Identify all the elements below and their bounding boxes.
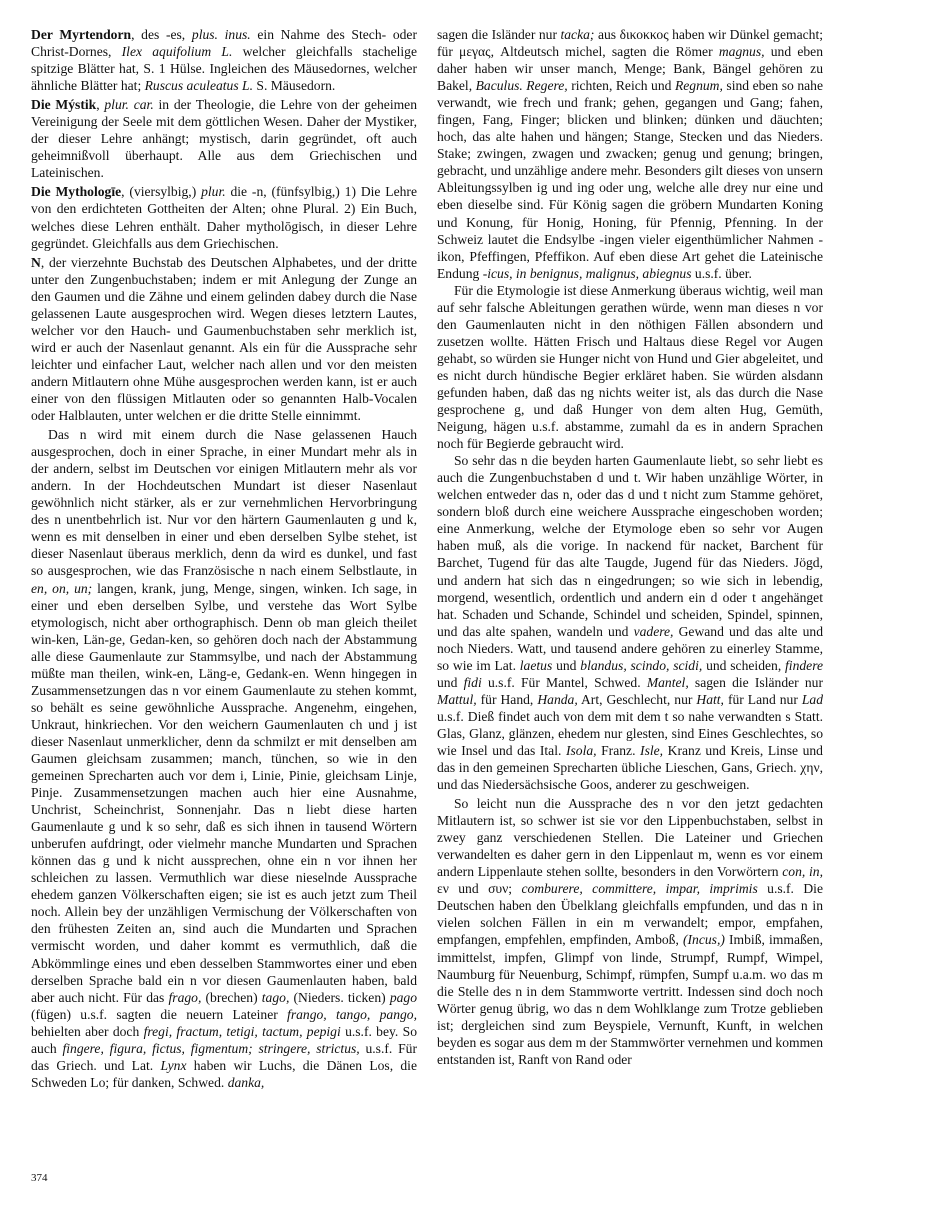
paragraph-n-nasal-sound (31, 426, 417, 1091)
entry-myrtendorn (31, 26, 417, 94)
text-run: und scheiden, (702, 657, 786, 673)
text-run: u.s.f. Für das Griech. und Lat. (31, 1040, 417, 1073)
text-run: haben wir Luchs, die Dänen Los, die Schweden Lo; für danken, Schwed. (31, 1057, 417, 1090)
italic-term: plur. (201, 184, 226, 200)
paragraph-etymologie (437, 282, 823, 452)
italic-term: tago, (261, 989, 290, 1005)
text-run: sagen die Isländer nur (437, 27, 561, 42)
text-run: die -n, (fünfsylbig,) 1) Die Lehre von den erdichteten Gottheiten der Alten; ohne Plural. 2) Ein Buch, welches diese Lehren enthält. Daher mytholōgisch, in dieser Lehre gegründet. Gleichfalls aus dem Griechischen. (31, 184, 417, 251)
text-run: behielten aber doch (31, 1023, 144, 1039)
italic-term: con, in, (782, 864, 823, 880)
entry-mystik (31, 96, 417, 181)
text-run: So leicht nun die Aussprache des n vor den jetzt gedachten Mitlautern ist, so schwer ist sie vor den Lippenbuchstaben, selbst in zwey ganz verschiedenen Stellen. Die Lateiner und Griechen verwandelten es daher gern in den Lippenlaut m, wenn es vor einem andern Lippenlaute stehen sollte, besonders in den Vorwörtern (437, 796, 823, 880)
text-run: u.s.f. Für Mantel, Schwed. (481, 674, 647, 690)
italic-term: Lynx (160, 1057, 187, 1073)
right-column (437, 26, 823, 1186)
entry-headword: Der Myrtendorn (31, 27, 132, 42)
italic-term: magnus, (718, 44, 765, 60)
paragraph-zungenbuchstaben (437, 452, 823, 793)
entry-headword: Die Mýstik (31, 97, 97, 113)
text-run: und (552, 657, 581, 673)
text-run: Gewand und das alte und noch Nieders. Watt, und tausend andere gehören zu einerley Stamme, so wie im Lat. (437, 623, 823, 673)
italic-term: pago (389, 989, 417, 1005)
text-run: Imbiß, immaßen, immittelst, impfen, Glimpf von linde, Strumpf, Rumpf, Wimpel, Naumburg für Neuenburg, Schimpf, rümpfen, Sumpf u.a.m. wo das m die Stelle des n in dem Stammworte vertritt. Indessen sind doch noch Wörter genug übrig, wo das n dem Wohlklange zum Trotze geblieben ist; dergleichen sind zum Beyspiele, Vernunft, Kunft, in welchen beyden es sogar aus dem m der Stammwörter vernehmen und kommen entstanden ist, Ranft von Rand oder (437, 932, 823, 1067)
text-run: für Hand, (476, 691, 538, 707)
entry-mythologie (31, 183, 417, 251)
italic-term: en, on, un; (31, 580, 93, 596)
italic-term: plur. car. (104, 97, 154, 113)
italic-term: frago, (168, 989, 202, 1005)
text-run: Art, Geschlecht, nur (577, 691, 697, 707)
text-run: , (viersylbig,) (121, 184, 202, 200)
italic-term: Mantel, (646, 674, 689, 690)
italic-term: Hatt, (696, 691, 724, 707)
text-run: sind eben so nahe verwandt, wie frech und frank; gehen, gegangen und Gang; fahen, fingen, Fang, Finger; blicken und blinken; dünken und däuchten; hoch, das alte hahen und hängen; Stange, Stecken und das Nieders. Stake; zwingen, zwagen und zwacken; genug und genung; bringen, gebracht, und unzählige andere mehr. Besonders gilt dieses von unsern Ableitungssylben ig und ing oder ung, welche alle drey nur eine und eben dieselbe sind. Für König sagen die gröbern Mundarten Koning und Konung, für Honig, Honing, für Pfennig, Pfenning. In der Schweiz lautet die Endsylbe -ingen vieler eigenthümlicher Nahmen -ikon, Pfeffingen, Pfeffikon. Auf eben diese Art gehet die Lateinische Endung (437, 78, 823, 281)
italic-term: vadere, (633, 623, 674, 639)
text-run: Kranz und Kreis, Linse und das in den gemeinen Sprecharten übliche Lieschen, Gans, Griech. χην, und das Niedersächsische Goos, anderer zu geschweigen. (437, 742, 823, 793)
entry-n (31, 254, 417, 424)
italic-term: Lad (801, 691, 823, 707)
page-number: 374 (31, 1172, 48, 1184)
italic-term: fregi, fractum, tetigi, tactum, pepigi (143, 1023, 341, 1039)
text-run: und eben daher haben wir unser manch, Menge; Bank, Bängel gehören zu Bakel, (437, 44, 823, 94)
paragraph-lippenbuchstaben (437, 795, 823, 1068)
text-run: , (96, 97, 105, 113)
text-run: , des -es, (131, 27, 192, 42)
italic-term: Isle, (640, 742, 664, 758)
text-run: ein Nahme des Stech- oder Christ-Dornes, (31, 27, 417, 60)
text-run: (brechen) (201, 989, 262, 1005)
italic-term: tacka; (560, 27, 595, 42)
text-run: So sehr das n die beyden harten Gaumenlaute liebt, so sehr liebt es auch die Zungenbuchstaben d und t. Wir haben unzählige Wörter, in welchen entweder das n, oder das d und t nicht zum Stamme gehöret, sondern bloß durch eine weichere Aussprache eingeschoben worden; eine Anmerkung, welche der Etymologe eben so sehr vor Augen haben muß, als die vorige. In nackend für nacket, Barchent für Barchet, Tugend für das alte Taugde, Jugend für das Nieders. Jögd, und andern hat sich das n eingedrungen; so wie sich in lebendig, morgend, wesentlich, ordentlich und andern ein d oder t angehänget hat. Schaden und Schande, Schindel und scheiden, Spindel, spinnen, und das alte spahen, wandeln und (437, 453, 823, 639)
italic-term: Mattul, (437, 691, 477, 707)
text-run: u.s.f. Dieß findet auch von dem mit dem t so nahe verwandten s Statt. Glas, Glanz, glänzen, ehedem nur glesten, sind Eines Geschlechtes, so wie Insel und das Ital. (437, 708, 823, 758)
text-run: Das n wird mit einem durch die Nase gelassenen Hauch ausgesprochen, doch in einer Sprache, in einer Mundart mehr als in der andern, selbst im Deutschen vor einigen Mitlautern mehr als vor andern. In der Hochdeutschen Mundart ist dieser Nasenlaut gewöhnlich nicht stärker, als er zur vernehmlichen Hervorbringung des n unentbehrlich ist. Nur vor den härtern Gaumenlauten g und k, wenn es mit denselben in einer und eben derselben Sylbe stehet, ist dieser Nasenlaut überaus merklich, denn da wird es dunkel, und fast so ausgesprochen, wie das Französische n nach einem Selbstlaute, in (31, 427, 417, 579)
entry-headword: N (31, 254, 41, 270)
italic-term: fidi (463, 674, 482, 690)
text-run: für Land nur (723, 691, 802, 707)
italic-term: Ilex aquifolium L. (121, 44, 233, 60)
italic-term: -icus, in benignus, malignus, abiegnus (482, 265, 692, 281)
text-run: welcher gleichfalls stachelige spitzige Blätter hat, S. 1 Hülse. Ingleichen des Mäusedornes, welcher ähnliche Blätter hat; (31, 44, 417, 94)
italic-term: Regnum, (674, 78, 723, 94)
paragraph-tacka (437, 26, 823, 282)
text-run: in der Theologie, die Lehre von der geheimen Vereinigung der Seele mit dem göttlichen Wesen. Daher der Mystiker, der dieser Lehre anhängt; mystisch, darin gegründet, oft auch geheimnißvoll überhaupt. Alle aus dem Griechischen und Lateinischen. (31, 97, 417, 181)
text-run: (Nieders. ticken) (289, 989, 390, 1005)
text-run: richten, Reich und (567, 78, 675, 94)
italic-term: findere (785, 657, 823, 673)
italic-term: laetus (519, 657, 553, 673)
italic-term: comburere, committere, impar, imprimis (521, 881, 758, 897)
italic-term: Baculus. Regere, (475, 78, 568, 94)
italic-term: frango, tango, pango, (287, 1006, 417, 1022)
text-run: u.s.f. bey. So auch (31, 1023, 417, 1056)
text-run: aus δικοκκος haben wir Dünkel gemacht; für μεγας, Altdeutsch michel, sagten die Römer (437, 27, 823, 60)
text-run: und (437, 674, 464, 690)
italic-term: plus. inus. (191, 27, 251, 42)
italic-term: Handa, (537, 691, 578, 707)
italic-term: blandus, scindo, scidi, (580, 657, 703, 673)
text-run: (fügen) u.s.f. sagten die neuern Lateiner (31, 1006, 288, 1022)
italic-term: Isola, (565, 742, 597, 758)
text-run: langen, krank, jung, Menge, singen, winken. Ich sage, in einer und eben derselben Sylbe, und verstehe das Wort Sylbe etymologisch, nicht aber orthographisch. Denn ob man gleich theilet win-ken, Län-ge, Gedan-ken, so gehören doch nach der Abstammung alle diese Gaumenlaute zur Stammsylbe, und nach der Abstammung müßte man theilen, wink-en, Läng-e, Gedank-en. Wenn hingegen in Zusammensetzungen das n vor einem Gaumenlaute zu stehen kommt, so behält es seine gewöhnliche Aussprache. Angenehm, eingehen, Unkraut, hinkriechen. Vor den weichern Gaumenlauten ch und j ist dieser Nasenlaut unmerklicher, denn da schmilzt er mit denselben am Gaumen gleichsam zusammen; manch, tünchen, so wie in den gemeinen Sprecharten auch vor dem i, Linie, Pinie, gleichsam Linje, Pinje. Zusammensetzungen machen auch hier eine Ausnahme, Unchrist, Scheinchrist, Sonnenjahr. Das n liebt diese harten Gaumenlaute g und k so sehr, daß es sich ihnen in tausend Wörtern unberufen aufdringt, oder vielmehr manche Mundarten und Sprachen können das g und k nicht aussprechen, ohne ein n vor ihnen her schleichen zu lassen. Vermuthlich war diese nieselnde Aussprache ehedem ganzen Völkerschaften eigen; sie ist es auch jetzt zum Theil noch. Allein bey der unzähligen Vermischung der Völkerschaften von den frühesten Zeiten an, sind auch die Mundarten und Sprachen vermischt worden, und daher kommt es vermuthlich, daß die Abkömmlinge eines und eben desselben Stammwortes einer und eben derselben Sprache bald ein n vor diesen Gaumenlauten haben, bald aber auch nicht. Für das (31, 580, 417, 1005)
text-run: εν und συν; (437, 881, 522, 897)
italic-term: fingere, figura, fictus, figmentum; stringere, strictus, (62, 1040, 360, 1056)
text-run: u.s.f. Die Deutschen haben den Übelklang gleichfalls empfunden, und das n in vielen solchen Fällen in ein m verwandelt; empor, empfahen, empfangen, empfehlen, empfinden, Amboß, (437, 881, 823, 948)
text-run: sagen die Isländer nur (688, 674, 823, 690)
text-run: Für die Etymologie ist diese Anmerkung überaus wichtig, weil man auf sehr falsche Ableitungen gerathen würde, wenn man dieses n vor den Gaumenlauten nicht in den nöthigen Fällen absondern und zusetzen wollte. Hätten Frisch und Haltaus diese Regel vor Augen gehabt, so würden sie Hunger nicht von Hund und Gier abgeleitet, und es nicht durch hündische Begier erkläret haben. Sie würden alsdann gefunden haben, daß das ng nichts weiter ist, als das durch die Nase gesprochene g, und daß Hunger von dem alten Hug, Gemüth, Neigung, hägen u.s.f. abstamme, zumahl da es in andern Sprachen noch für Begierde gebraucht wird. (437, 282, 823, 452)
text-run: , der vierzehnte Buchstab des Deutschen Alphabetes, und der dritte unter den Zungenbuchstaben; indem er mit Anlegung der Zunge an den Gaumen und die Zähne und einem gelinden dabey durch die Nase gelassenen Laute ausgesprochen wird. Wegen dieses letztern Lautes, welcher vor den Hauch- und Gaumenbuchstaben sehr merklich ist, wird er auch der Nasenlaut genannt. Als ein für die Aussprache sehr leichter und einfacher Laut, welcher nach allen und vor den meisten andern Mitlautern ohne Mühe ausgesprochen werden kann, ist er auch einer von den flüssigen Mitlauten oder so genannten Halb-Vocalen oder Halblauten, unter welchen er die dritte Stelle einnimmt. (31, 254, 417, 424)
text-run: Franz. (596, 742, 641, 758)
italic-term: (Incus,) (683, 932, 725, 948)
entry-headword: Die Mythologīe (31, 184, 122, 200)
text-run: S. Mäusedorn. (253, 78, 336, 94)
italic-term: danka, (227, 1074, 265, 1090)
text-run: u.s.f. über. (691, 265, 752, 281)
left-column (31, 26, 417, 1186)
italic-term: Ruscus aculeatus L. (144, 78, 253, 94)
